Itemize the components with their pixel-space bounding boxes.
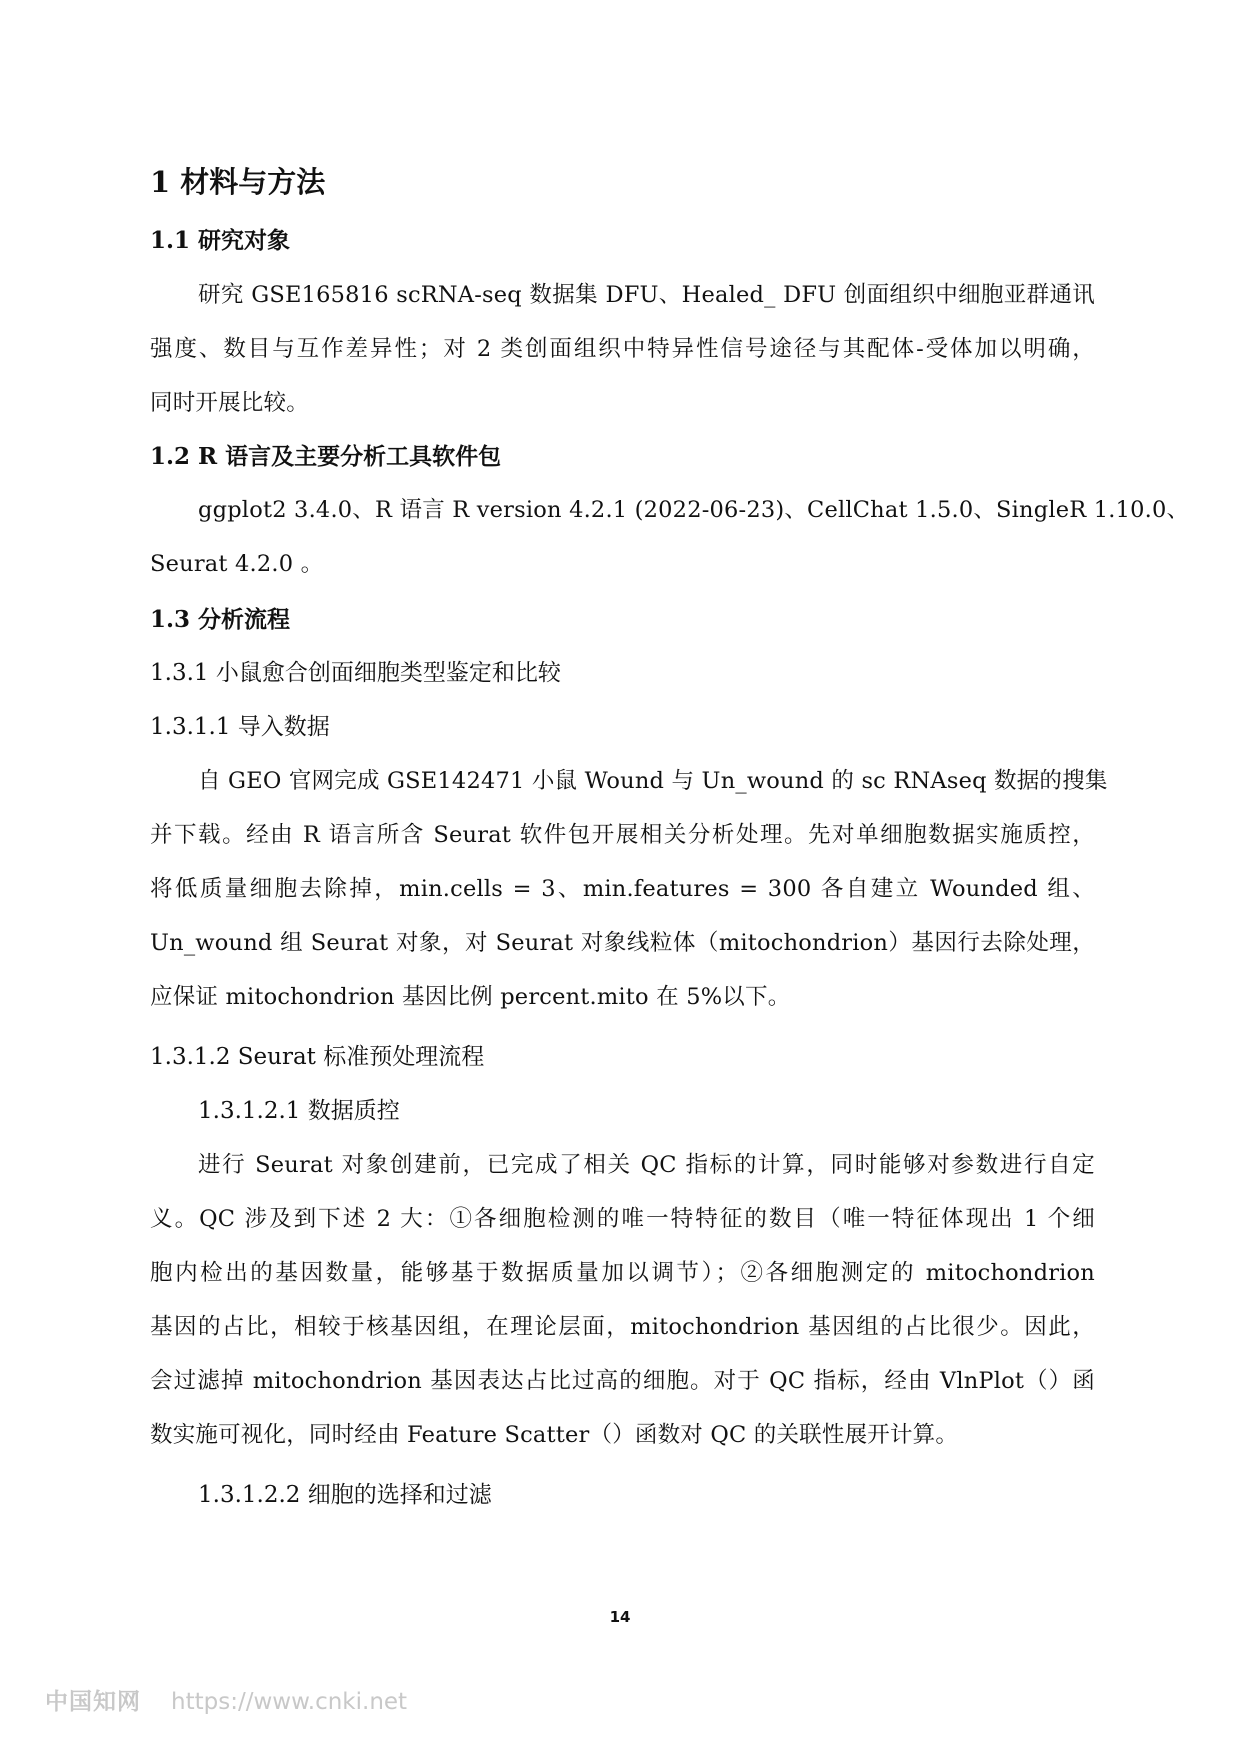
paragraph-line: 将低质量细胞去除掉，min.cells = 3、min.features = 300 各自建立 Wounded 组、 — [150, 876, 1095, 902]
watermark — [45, 1683, 407, 1716]
paragraph-line: Un_wound 组 Seurat 对象，对 Seurat 对象线粒体（mitochondrion）基因行去除处理， — [150, 930, 1095, 956]
subsection-heading-1-3-1-2-2: 1.3.1.2.2 细胞的选择和过滤 — [198, 1482, 492, 1508]
paragraph-line: 自 GEO 官网完成 GSE142471 小鼠 Wound 与 Un_wound 的 sc RNAseq 数据的搜集 — [198, 768, 1108, 794]
subsection-heading-1-3-1-1: 1.3.1.1 导入数据 — [150, 714, 330, 740]
paragraph-line: 强度、数目与互作差异性；对 2 类创面组织中特异性信号途径与其配体-受体加以明确， — [150, 336, 1095, 362]
paragraph-line: 研究 GSE165816 scRNA-seq 数据集 DFU、Healed_ DFU 创面组织中细胞亚群通讯 — [198, 282, 1095, 308]
subsection-heading-1-1: 1.1 研究对象 — [150, 227, 291, 254]
paragraph-line: 应保证 mitochondrion 基因比例 percent.mito 在 5%以下。 — [150, 984, 791, 1010]
subsection-heading-1-2: 1.2 R 语言及主要分析工具软件包 — [150, 443, 502, 470]
paragraph-line: 数实施可视化，同时经由 Feature Scatter（）函数对 QC 的关联性展开计算。 — [150, 1422, 959, 1448]
paragraph-line: Seurat 4.2.0 。 — [150, 551, 324, 577]
paragraph-software-packages — [150, 483, 1190, 591]
watermark-url: https://www.cnki.net — [171, 1689, 408, 1715]
subsection-heading-1-3-1-2-1: 1.3.1.2.1 数据质控 — [198, 1098, 400, 1124]
paragraph-line: 进行 Seurat 对象创建前，已完成了相关 QC 指标的计算，同时能够对参数进行自定 — [198, 1152, 1095, 1178]
paragraph-quality-control — [150, 1138, 1095, 1462]
paragraph-line: ggplot2 3.4.0、R 语言 R version 4.2.1 (2022-06-23)、CellChat 1.5.0、SingleR 1.10.0、 — [198, 497, 1190, 523]
paragraph-line: 同时开展比较。 — [150, 390, 309, 416]
paragraph-line: 并下载。经由 R 语言所含 Seurat 软件包开展相关分析处理。先对单细胞数据实施质控， — [150, 822, 1095, 848]
paragraph-research-object — [150, 268, 1095, 430]
paragraph-line: 基因的占比，相较于核基因组，在理论层面，mitochondrion 基因组的占比很少。因此， — [150, 1314, 1095, 1340]
paragraph-import-data — [150, 754, 1108, 1024]
paragraph-line: 会过滤掉 mitochondrion 基因表达占比过高的细胞。对于 QC 指标，经由 VlnPlot（）函 — [150, 1368, 1095, 1394]
subsection-heading-1-3-1: 1.3.1 小鼠愈合创面细胞类型鉴定和比较 — [150, 660, 561, 686]
subsection-heading-1-3: 1.3 分析流程 — [150, 606, 291, 633]
page-number: 14 — [609, 1608, 631, 1626]
watermark-logo: 中国知网 — [45, 1689, 141, 1715]
paragraph-line: 义。QC 涉及到下述 2 大：①各细胞检测的唯一特特征的数目（唯一特征体现出 1 个细 — [150, 1206, 1095, 1232]
section-heading: 1 材料与方法 — [150, 165, 326, 199]
paragraph-line: 胞内检出的基因数量，能够基于数据质量加以调节）；②各细胞测定的 mitochondrion — [150, 1260, 1095, 1286]
subsection-heading-1-3-1-2: 1.3.1.2 Seurat 标准预处理流程 — [150, 1044, 485, 1070]
